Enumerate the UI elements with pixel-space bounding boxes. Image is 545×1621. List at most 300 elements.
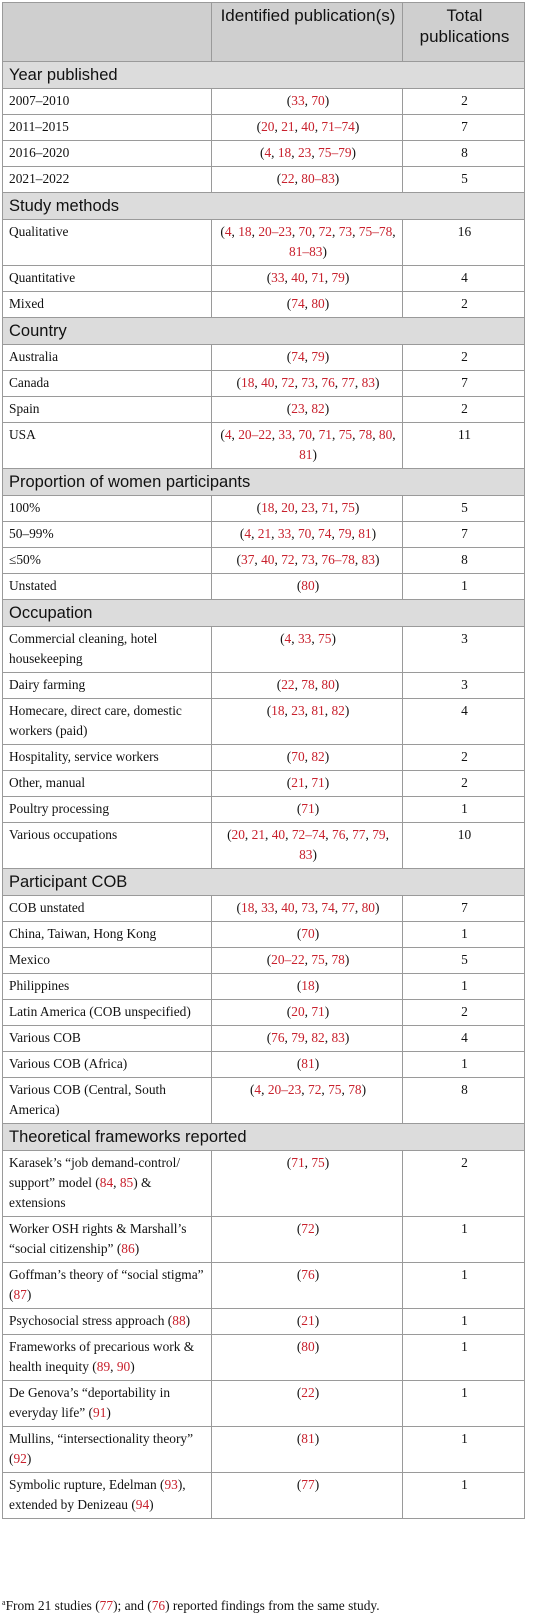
text-run: ) (314, 1267, 320, 1282)
text-run: ), extended by Denizeau ( (9, 1477, 186, 1512)
row-label (3, 1309, 212, 1335)
text-run: , (385, 827, 389, 842)
reference-link[interactable]: 78 (348, 1082, 362, 1097)
reference-link[interactable]: 82 (311, 1030, 325, 1045)
reference-link[interactable]: 71 (318, 427, 332, 442)
reference-link[interactable]: 76 (321, 375, 335, 390)
reference-link[interactable]: 21 (257, 526, 272, 541)
row-publications (212, 627, 403, 673)
text-run: , (304, 775, 312, 790)
row-label (3, 220, 212, 266)
text-run: , (345, 827, 353, 842)
reference-link[interactable]: 23 (301, 500, 315, 515)
text-run: ) (314, 578, 320, 593)
text-run: , (291, 427, 299, 442)
row-publications (212, 397, 403, 423)
reference-link[interactable]: 74 (291, 296, 305, 311)
text-run: , (331, 526, 339, 541)
reference-link[interactable]: 83 (361, 375, 375, 390)
reference-link[interactable]: 79 (291, 1030, 305, 1045)
text-run: , (304, 703, 312, 718)
reference-link[interactable]: 77 (341, 900, 355, 915)
text-run: , (110, 1359, 117, 1374)
text-run: ( (249, 1082, 255, 1097)
section-title: Participant COB (3, 869, 525, 896)
reference-link[interactable]: 33 (261, 900, 275, 915)
reference-link[interactable]: 82 (331, 703, 345, 718)
reference-link[interactable]: 75 (341, 500, 355, 515)
reference-link[interactable]: 4 (244, 526, 252, 541)
reference-link[interactable]: 83 (299, 847, 313, 862)
row-total: 8 (403, 548, 525, 574)
reference-link[interactable]: 87 (13, 1287, 27, 1302)
table-row (3, 896, 525, 922)
text-run: , (324, 952, 332, 967)
reference-link[interactable]: 71 (311, 1004, 325, 1019)
reference-link[interactable]: 81 (358, 526, 372, 541)
row-label (3, 1026, 212, 1052)
text-run: , (271, 427, 279, 442)
table-row (3, 89, 525, 115)
reference-link[interactable]: 72 (281, 375, 295, 390)
table-row (3, 1151, 525, 1217)
text-run: , (294, 171, 302, 186)
reference-link[interactable]: 23 (291, 703, 305, 718)
reference-link[interactable]: 37 (241, 552, 255, 567)
row-publications (212, 1217, 403, 1263)
reference-link[interactable]: 74 (291, 349, 305, 364)
reference-link[interactable]: 4 (264, 145, 272, 160)
reference-link[interactable]: 18 (301, 978, 315, 993)
reference-link[interactable]: 33 (271, 270, 285, 285)
text-run: , (304, 952, 312, 967)
row-total: 2 (403, 771, 525, 797)
reference-link[interactable]: 22 (281, 677, 295, 692)
text-run: ) (334, 677, 340, 692)
text-run: ( (296, 1477, 302, 1492)
reference-link[interactable]: 33 (297, 631, 312, 646)
row-publications (212, 1151, 403, 1217)
text-run: , (291, 631, 298, 646)
reference-link[interactable]: 76 (271, 1030, 285, 1045)
reference-link[interactable]: 72 (308, 1082, 322, 1097)
text-run: , (304, 401, 312, 416)
text-run: ) (324, 1155, 330, 1170)
text-run: , (354, 552, 362, 567)
row-publications (212, 1026, 403, 1052)
reference-link[interactable]: 74 (318, 526, 332, 541)
reference-link[interactable]: 83 (331, 1030, 345, 1045)
text-run: ) (314, 1056, 320, 1071)
table-row (3, 1309, 525, 1335)
text-run: , (304, 749, 312, 764)
text-run: ( (296, 1313, 302, 1328)
reference-link[interactable]: 71 (311, 270, 325, 285)
reference-link[interactable]: 78 (301, 677, 315, 692)
reference-link[interactable]: 73 (338, 224, 353, 239)
text-run: , (351, 526, 359, 541)
text-run: ) (312, 847, 317, 862)
text-run: ( (296, 1431, 302, 1446)
reference-link[interactable]: 20 (291, 1004, 305, 1019)
row-total: 1 (403, 974, 525, 1000)
reference-link[interactable]: 78 (358, 427, 373, 442)
reference-link[interactable]: 84 (99, 1175, 114, 1190)
reference-link[interactable]: 4 (224, 427, 232, 442)
row-publications (212, 522, 403, 548)
text-run: , (294, 375, 302, 390)
text-run: ) reported findings from the same study. (165, 1598, 380, 1613)
reference-link[interactable]: 72 (301, 1221, 315, 1236)
section-title: Study methods (3, 193, 525, 220)
table-row (3, 371, 525, 397)
reference-link[interactable]: 18 (271, 703, 285, 718)
text-run: ) (344, 1030, 350, 1045)
text-run: , (254, 552, 262, 567)
reference-link[interactable]: 70 (298, 427, 312, 442)
reference-link[interactable]: 4 (224, 224, 232, 239)
text-run: ) (314, 1477, 320, 1492)
publications-table-wrapper (2, 2, 524, 1519)
text-run: , (334, 500, 342, 515)
reference-link[interactable]: 80 (361, 900, 375, 915)
text-run: ( (286, 401, 292, 416)
text-run: ); and ( (113, 1598, 152, 1613)
row-total: 5 (403, 496, 525, 522)
text-run: , (291, 526, 298, 541)
text-run: ( (286, 1155, 292, 1170)
table-row (3, 266, 525, 292)
section-header-row (3, 193, 525, 220)
row-total: 1 (403, 1052, 525, 1078)
reference-link[interactable]: 81–83 (289, 244, 323, 259)
row-total: 1 (403, 1263, 525, 1309)
text-run: Karasek’s “job demand-control/ support” model ( (9, 1155, 181, 1190)
text-run: , (324, 703, 332, 718)
reference-link[interactable]: 85 (119, 1175, 134, 1190)
reference-link[interactable]: 75 (318, 631, 332, 646)
reference-link[interactable]: 76 (332, 827, 346, 842)
text-run: ) & extensions (9, 1175, 152, 1210)
row-label (3, 115, 212, 141)
reference-link[interactable]: 76 (151, 1598, 166, 1613)
reference-link[interactable]: 70 (297, 526, 312, 541)
text-run: , (251, 526, 258, 541)
table-row (3, 574, 525, 600)
reference-link[interactable]: 92 (13, 1451, 27, 1466)
reference-link[interactable]: 74 (321, 900, 335, 915)
text-run: , (325, 827, 332, 842)
row-label (3, 548, 212, 574)
reference-link[interactable]: 40 (271, 827, 286, 842)
reference-link[interactable]: 40 (291, 270, 305, 285)
text-run: ) (344, 952, 350, 967)
reference-link[interactable]: 70 (301, 926, 315, 941)
reference-link[interactable]: 89 (96, 1359, 111, 1374)
text-run: ) (324, 1004, 330, 1019)
table-header (3, 3, 525, 62)
row-publications (212, 823, 403, 869)
table-body (3, 62, 525, 1519)
reference-link[interactable]: 75–78 (358, 224, 393, 239)
reference-link[interactable]: 83 (361, 552, 375, 567)
reference-link[interactable]: 79 (338, 526, 352, 541)
reference-link[interactable]: 79 (331, 270, 345, 285)
reference-link[interactable]: 75 (338, 427, 353, 442)
reference-link[interactable]: 21 (291, 775, 305, 790)
reference-link[interactable]: 18 (241, 375, 255, 390)
reference-link[interactable]: 18 (238, 224, 252, 239)
reference-link[interactable]: 71–74 (321, 119, 355, 134)
reference-link[interactable]: 77 (99, 1598, 114, 1613)
text-run: ( (296, 1267, 302, 1282)
reference-link[interactable]: 72 (318, 224, 332, 239)
reference-link[interactable]: 80 (301, 578, 315, 593)
text-run: ) (374, 900, 380, 915)
row-label (3, 699, 212, 745)
text-run: ) (324, 775, 330, 790)
reference-link[interactable]: 76–78 (321, 552, 355, 567)
text-run: Mullins, “intersectionality theory” ( (9, 1431, 194, 1466)
section-title: Occupation (3, 600, 525, 627)
text-run: Quantitative (9, 270, 76, 285)
reference-link[interactable]: 40 (301, 119, 315, 134)
table-row (3, 823, 525, 869)
reference-link[interactable]: 75 (311, 1155, 325, 1170)
text-run: ) (26, 1451, 32, 1466)
text-run: Goffman’s theory of “social stigma” ( (9, 1267, 204, 1302)
row-publications (212, 1263, 403, 1309)
table-row (3, 745, 525, 771)
table-row (3, 548, 525, 574)
text-run: , (354, 900, 362, 915)
reference-link[interactable]: 75 (328, 1082, 342, 1097)
text-run: ( (239, 526, 245, 541)
reference-link[interactable]: 18 (277, 145, 292, 160)
reference-link[interactable]: 18 (241, 900, 255, 915)
reference-link[interactable]: 75 (311, 952, 325, 967)
text-run: ( (266, 952, 272, 967)
row-label (3, 574, 212, 600)
reference-link[interactable]: 33 (278, 427, 292, 442)
reference-link[interactable]: 80 (311, 296, 325, 311)
reference-link[interactable]: 40 (281, 900, 295, 915)
reference-link[interactable]: 71 (321, 500, 335, 515)
text-run: ( (276, 677, 282, 692)
reference-link[interactable]: 21 (281, 119, 295, 134)
row-total: 7 (403, 371, 525, 397)
reference-link[interactable]: 91 (93, 1405, 107, 1420)
table-row (3, 1052, 525, 1078)
row-publications (212, 974, 403, 1000)
footnote-marker: a (2, 1598, 6, 1607)
text-run: ) (134, 1241, 140, 1256)
reference-link[interactable]: 77 (352, 827, 366, 842)
reference-link[interactable]: 81 (301, 1431, 315, 1446)
reference-link[interactable]: 20–23 (267, 1082, 302, 1097)
row-publications (212, 745, 403, 771)
reference-link[interactable]: 88 (172, 1313, 186, 1328)
table-row (3, 423, 525, 469)
reference-link[interactable]: 22 (301, 1385, 315, 1400)
reference-link[interactable]: 20–23 (258, 224, 292, 239)
text-run: ( (296, 1221, 302, 1236)
text-run: Various COB (9, 1030, 81, 1045)
row-label (3, 797, 212, 823)
reference-link[interactable]: 23 (291, 401, 305, 416)
section-header-row (3, 62, 525, 89)
reference-link[interactable]: 79 (311, 349, 325, 364)
reference-link[interactable]: 40 (261, 552, 275, 567)
table-row (3, 974, 525, 1000)
text-run: , (274, 500, 282, 515)
footnote-text (6, 1598, 380, 1613)
reference-link[interactable]: 21 (251, 827, 266, 842)
reference-link[interactable]: 33 (277, 526, 292, 541)
text-run: Worker OSH rights & Marshall’s “social citizenship” ( (9, 1221, 187, 1256)
text-run: ( (286, 296, 292, 311)
row-total: 7 (403, 522, 525, 548)
text-run: , (352, 427, 359, 442)
row-label (3, 89, 212, 115)
row-label (3, 1473, 212, 1519)
text-run: ( (296, 578, 302, 593)
reference-link[interactable]: 72–74 (291, 827, 326, 842)
reference-link[interactable]: 94 (135, 1497, 150, 1512)
reference-link[interactable]: 80–83 (301, 171, 335, 186)
text-run: ) (324, 349, 330, 364)
reference-link[interactable]: 33 (291, 93, 305, 108)
reference-link[interactable]: 4 (284, 631, 292, 646)
reference-link[interactable]: 81 (311, 703, 325, 718)
reference-link[interactable]: 23 (297, 145, 312, 160)
reference-link[interactable]: 20–22 (271, 952, 305, 967)
reference-link[interactable]: 70 (291, 749, 305, 764)
reference-link[interactable]: 81 (301, 1056, 315, 1071)
row-total: 1 (403, 1335, 525, 1381)
table-footnote (2, 1598, 380, 1614)
reference-link[interactable]: 22 (281, 171, 295, 186)
reference-link[interactable]: 90 (116, 1359, 131, 1374)
text-run: , (113, 1175, 120, 1190)
row-label (3, 823, 212, 869)
reference-link[interactable]: 72 (281, 552, 295, 567)
reference-link[interactable]: 18 (261, 500, 275, 515)
reference-link[interactable]: 70 (298, 224, 312, 239)
reference-link[interactable]: 71 (301, 801, 315, 816)
reference-link[interactable]: 76 (301, 1267, 315, 1282)
text-run: ( (296, 801, 302, 816)
row-label (3, 673, 212, 699)
reference-link[interactable]: 77 (301, 1477, 315, 1492)
text-run: ( (286, 775, 292, 790)
text-run: ) (371, 526, 377, 541)
text-run: , (294, 677, 302, 692)
text-run: , (274, 552, 282, 567)
table-row (3, 673, 525, 699)
row-label (3, 1217, 212, 1263)
row-total: 1 (403, 797, 525, 823)
text-run: Unstated (9, 578, 57, 593)
reference-link[interactable]: 80 (321, 677, 335, 692)
text-run: ) (314, 1339, 320, 1354)
text-run: , (332, 224, 339, 239)
text-run: ) (26, 1287, 32, 1302)
row-publications (212, 167, 403, 193)
reference-link[interactable]: 20 (261, 119, 275, 134)
reference-link[interactable]: 71 (291, 1155, 305, 1170)
text-run: , (244, 827, 252, 842)
text-run: ( (227, 827, 232, 842)
reference-link[interactable]: 40 (261, 375, 275, 390)
text-run: Various COB (Africa) (9, 1056, 128, 1071)
text-run: ( (236, 552, 242, 567)
reference-link[interactable]: 82 (311, 749, 325, 764)
row-total: 1 (403, 1427, 525, 1473)
text-run: , (314, 375, 322, 390)
reference-link[interactable]: 71 (311, 775, 325, 790)
reference-link[interactable]: 73 (301, 552, 315, 567)
text-run: , (265, 827, 272, 842)
reference-link[interactable]: 73 (301, 900, 315, 915)
text-run: ) (314, 1431, 320, 1446)
row-label (3, 1078, 212, 1124)
reference-link[interactable]: 75–79 (318, 145, 352, 160)
row-publications (212, 1335, 403, 1381)
reference-link[interactable]: 81 (299, 447, 313, 462)
reference-link[interactable]: 21 (301, 1313, 315, 1328)
row-label (3, 948, 212, 974)
row-publications (212, 673, 403, 699)
row-total: 4 (403, 1026, 525, 1052)
reference-link[interactable]: 79 (372, 827, 386, 842)
text-run: ) (354, 500, 360, 515)
reference-link[interactable]: 78 (331, 952, 345, 967)
reference-link[interactable]: 20 (231, 827, 245, 842)
reference-link[interactable]: 93 (164, 1477, 178, 1492)
reference-link[interactable]: 4 (254, 1082, 262, 1097)
text-run: COB unstated (9, 900, 85, 915)
row-label (3, 745, 212, 771)
row-label (3, 167, 212, 193)
publications-table (2, 2, 525, 1519)
row-total: 1 (403, 1309, 525, 1335)
reference-link[interactable]: 77 (341, 375, 355, 390)
text-run: 2011–2015 (9, 119, 69, 134)
table-row (3, 948, 525, 974)
row-label (3, 496, 212, 522)
text-run: , (314, 900, 322, 915)
table-row (3, 1427, 525, 1473)
text-run: ( (220, 427, 225, 442)
table-row (3, 1078, 525, 1124)
text-run: , (314, 677, 322, 692)
text-run: , (304, 296, 312, 311)
section-header-row (3, 869, 525, 896)
reference-link[interactable]: 80 (378, 427, 393, 442)
text-run: ( (256, 500, 262, 515)
reference-link[interactable]: 20 (281, 500, 295, 515)
reference-link[interactable]: 70 (311, 93, 325, 108)
reference-link[interactable]: 80 (301, 1339, 315, 1354)
row-total: 7 (403, 896, 525, 922)
text-run: , (304, 270, 312, 285)
reference-link[interactable]: 82 (311, 401, 325, 416)
reference-link[interactable]: 20–22 (238, 427, 272, 442)
text-run: , (231, 427, 239, 442)
reference-link[interactable]: 86 (121, 1241, 135, 1256)
reference-link[interactable]: 73 (301, 375, 315, 390)
